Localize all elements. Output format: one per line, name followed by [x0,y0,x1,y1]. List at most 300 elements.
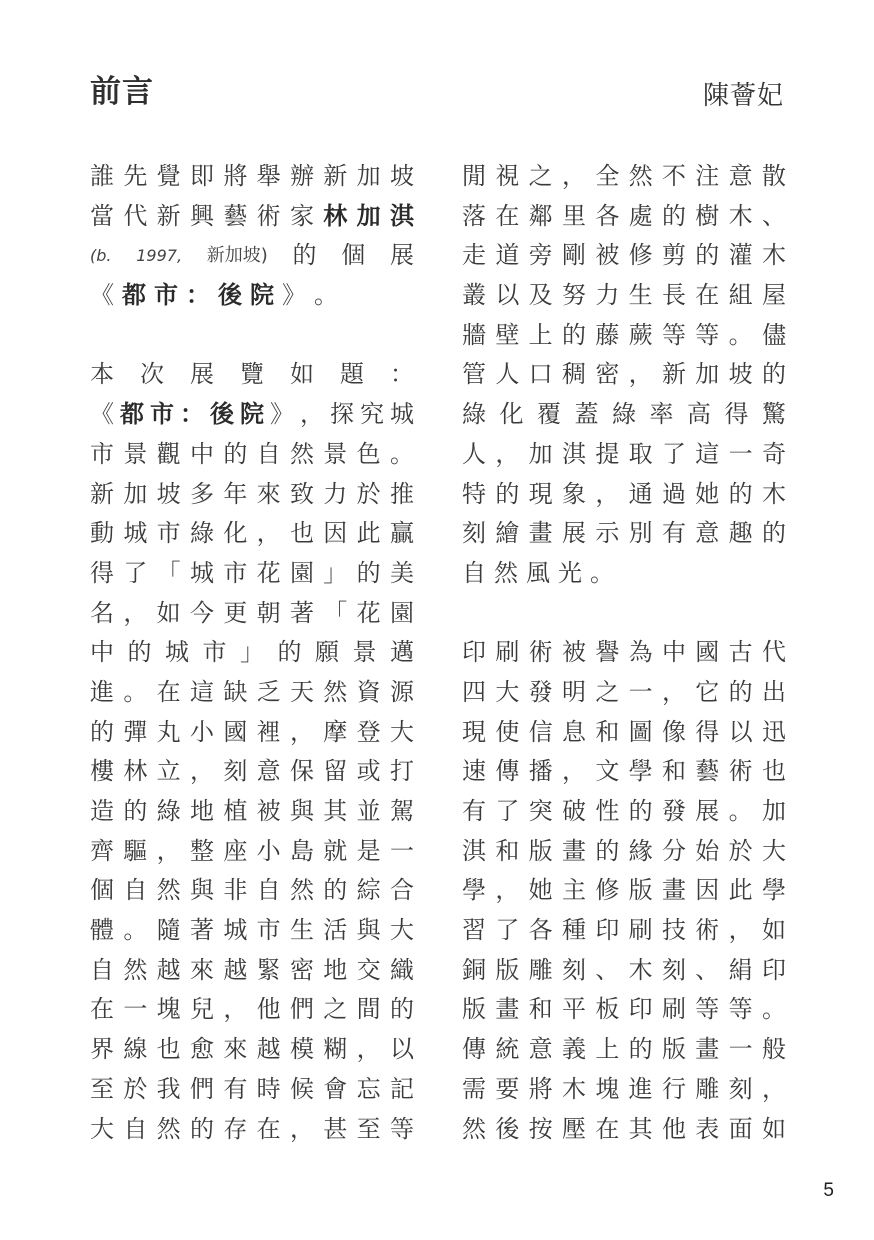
text-char: 花 [256,558,281,587]
text-char: 了 [661,439,686,468]
text-char: 展 [695,797,720,825]
text-line [462,355,786,395]
text-char: 不 [661,162,686,190]
text-char: 行 [661,1074,686,1103]
text-char: ， [356,1035,381,1064]
text-char: 使 [495,717,520,746]
text-char: 然 [156,876,181,905]
text-char: 。 [728,320,753,349]
text-char: 一 [728,1035,753,1064]
text-char: 。 [590,558,622,587]
text-char: 她 [528,876,553,905]
text-char: 和 [595,717,620,746]
text-char: 信 [528,717,553,746]
text-char: 然 [123,955,148,984]
text-char: 記 [389,1074,414,1103]
text-char: ， [189,757,214,786]
text-char: 的 [389,995,414,1024]
text-char: 天 [289,677,314,706]
text-char: 自 [123,876,148,905]
bold-text-char: 院 [240,400,264,429]
text-char: 存 [223,1114,248,1143]
text-line [90,792,414,832]
bold-text-char: ： [180,400,204,429]
text-line [90,355,414,395]
text-char: 候 [289,1074,314,1103]
text-line [462,673,786,713]
text-char: 視 [495,162,520,190]
left-text-column [90,157,414,1149]
text-char: 當 [90,201,114,230]
text-char: 然 [156,1114,181,1143]
text-char: 學 [761,876,786,905]
text-line [462,633,786,673]
text-char: 剛 [561,241,586,270]
text-line [462,832,786,872]
text-char: 被 [256,797,281,825]
text-char: 木 [561,1074,586,1103]
text-char: 」 [240,638,264,667]
text-char: 探 [330,400,354,429]
text-char: 現 [528,479,553,508]
text-line [462,395,786,435]
text-char: 、 [761,201,786,230]
text-char: 大 [389,916,414,945]
text-char: 市 [202,638,227,667]
text-char: 裡 [256,717,281,746]
text-char: 愈 [189,1035,214,1064]
text-char: 如 [290,360,314,389]
text-char: 誰 [90,162,114,190]
text-char: 在 [495,201,520,230]
text-char: 們 [289,995,314,1024]
text-char: 口 [528,360,553,389]
text-char: 注 [695,162,720,190]
text-char: 中 [661,638,686,667]
text-char: 的 [223,439,248,468]
text-char: 等 [695,320,720,349]
text-char: 綠 [462,400,486,429]
text-segment: 新加坡) [206,245,268,267]
text-char: 畫 [661,876,686,905]
text-char: 坡 [728,360,753,389]
text-char: 畫 [528,519,553,548]
text-char: 丸 [156,717,181,746]
text-char: 。 [761,995,786,1024]
text-line [462,475,786,515]
page-number: 5 [823,1180,834,1201]
text-char: 非 [223,876,248,905]
text-line [90,197,414,237]
text-line [90,951,414,991]
text-char: ， [156,836,181,865]
text-char: 新 [156,201,181,230]
text-char: 「 [323,598,348,627]
text-char: 破 [561,797,586,825]
text-char: 板 [595,995,620,1024]
text-char: 在 [695,281,720,310]
text-char: 島 [289,836,314,865]
text-char: 意 [528,1035,553,1064]
text-char: 壁 [495,320,520,349]
text-char: 意 [728,162,753,190]
text-char: 市 [223,558,248,587]
text-char: 里 [561,201,586,230]
text-char: 越 [256,1035,281,1064]
text-char: 將 [528,1074,553,1103]
text-line [462,157,786,197]
text-char: 的 [127,638,152,667]
text-char: 木 [761,479,786,508]
text-char: 舉 [256,162,281,190]
text-char: 明 [561,677,586,706]
text-char: 發 [528,677,553,706]
text-char: 學 [628,757,653,786]
text-char: 的 [561,320,586,349]
text-char: 》 [282,281,314,310]
text-char: 別 [628,519,653,548]
text-char: 努 [561,281,586,310]
text-char: 資 [356,677,381,706]
text-char: 淇 [561,439,586,468]
text-char: 坡 [156,479,181,508]
text-char: 至 [356,1114,381,1143]
text-char: 甚 [323,1114,348,1143]
text-line [462,197,786,237]
text-char: 打 [389,757,414,786]
text-char: 交 [356,955,381,984]
bold-text-char: 市 [150,400,174,429]
text-char: 散 [761,162,786,190]
text-char: 然 [289,439,314,468]
text-char: 木 [761,241,786,270]
text-line [90,475,414,515]
text-char: 的 [595,836,620,865]
text-char: 此 [728,876,753,905]
text-char: 壓 [561,1114,586,1143]
text-segment: (b. [90,246,112,266]
text-char: 自 [123,1114,148,1143]
text-line [90,1030,414,1070]
text-char: 齊 [90,836,114,865]
text-char: 絹 [728,955,753,984]
text-char: 修 [595,876,620,905]
text-char: 整 [189,836,214,865]
text-line [462,1070,786,1110]
text-char: 剪 [661,241,686,270]
text-char: 國 [695,638,720,667]
text-char: 緣 [628,836,653,865]
text-char: 樓 [90,757,114,786]
text-char: 人 [462,439,486,468]
text-char: 組 [728,281,753,310]
text-char: 地 [323,955,348,984]
text-char: 雕 [695,1074,720,1103]
text-char: 銅 [462,955,486,984]
text-char: 進 [90,677,114,706]
text-char: 的 [292,241,317,270]
text-char: 間 [356,995,381,1024]
text-char: 年 [223,479,248,508]
text-char: 、 [595,955,620,984]
text-char: 立 [156,757,181,786]
text-char: 一 [728,439,753,468]
text-char: 以 [495,281,520,310]
text-char: 雕 [528,955,553,984]
text-char: 市 [256,916,281,945]
text-char: 之 [528,162,553,190]
text-char: 文 [595,757,620,786]
text-char: 源 [389,677,414,706]
text-char: 加 [123,479,148,508]
text-char: 版 [462,995,486,1024]
text-char: 發 [661,797,686,825]
text-char: 了 [495,797,520,825]
text-char: 象 [561,479,586,508]
text-char: 刻 [223,757,248,786]
text-char: 界 [90,1035,114,1064]
text-char: ， [223,995,248,1024]
text-char: 大 [90,1114,114,1143]
text-char: ， [561,162,586,190]
text-char: 今 [189,598,214,627]
text-char: 然 [462,1114,486,1143]
text-char: 。 [728,797,753,825]
text-char: 。 [123,677,148,706]
bold-text-char: 林 [323,201,348,230]
text-char: 種 [561,916,586,945]
text-char: 後 [495,1114,520,1143]
text-segment: 1997, [136,246,183,266]
text-char: 的 [761,360,786,389]
text-char: 或 [356,757,381,786]
text-char: ， [661,677,686,706]
text-line [462,514,786,554]
text-char: ， [761,1074,786,1103]
text-char: 按 [528,1114,553,1143]
text-char: 以 [389,1035,414,1064]
text-char: 的 [628,1035,653,1064]
text-char: 在 [595,1114,620,1143]
text-char: 示 [595,519,620,548]
text-line [90,1070,414,1110]
text-char: 刷 [628,916,653,945]
text-char: 如 [761,916,786,945]
text-char: 模 [289,1035,314,1064]
right-text-column [462,157,786,1149]
text-char: 動 [90,519,114,548]
text-char: 版 [495,955,520,984]
text-char: 大 [495,677,520,706]
text-char: 代 [761,638,786,667]
text-char: 這 [189,677,214,706]
text-char: 越 [223,955,248,984]
text-char: 始 [695,836,720,865]
text-char: 以 [728,717,753,746]
text-char: 提 [595,439,620,468]
bold-text-char: 後 [218,281,250,310]
text-char: 次 [140,360,164,389]
text-char: 城 [390,400,414,429]
text-char: 鄰 [528,201,553,230]
text-char: 力 [323,479,348,508]
text-char: 藝 [695,757,720,786]
text-char: 率 [649,400,674,429]
text-char: 「 [156,558,181,587]
text-char: 興 [189,201,214,230]
text-char: 印 [462,638,486,667]
text-char: 畫 [561,836,586,865]
text-char: 來 [189,955,214,984]
text-char: 就 [323,836,348,865]
text-char: 是 [356,836,381,865]
text-char: 景 [123,439,148,468]
text-char: 《 [90,281,122,310]
text-char: 因 [695,876,720,905]
text-char: 屋 [761,281,786,310]
text-line [90,752,414,792]
text-line [462,276,786,316]
text-char: 將 [223,162,248,190]
text-char: 綠 [612,400,636,429]
text-char: 面 [728,1114,753,1143]
text-char: 等 [695,995,720,1024]
text-char: 和 [495,836,520,865]
text-char: 們 [189,1074,214,1103]
text-char: 意 [695,519,720,548]
text-char: 然 [323,677,348,706]
text-char: 加 [356,162,381,190]
text-char: 題 [340,360,364,389]
text-char: 刷 [495,638,520,667]
text-char: 現 [462,717,486,746]
text-char: 體 [90,916,114,945]
text-char: 自 [256,439,281,468]
text-char: 有 [462,797,486,825]
text-line [90,395,414,435]
text-char: ， [495,876,520,905]
text-char: 展 [190,360,214,389]
text-line [90,554,414,594]
text-char: 來 [256,479,281,508]
text-char: 修 [628,241,653,270]
bold-text-char: ： [186,281,218,310]
text-char: 風 [526,558,558,587]
text-char: 自 [90,955,114,984]
text-char: 地 [189,797,214,825]
text-char: 保 [289,757,314,786]
text-char: 合 [389,876,414,905]
text-char: 。 [389,439,414,468]
text-char: 需 [462,1074,486,1103]
text-char: 邁 [390,638,414,667]
text-char: 印 [761,955,786,984]
text-char: 缺 [223,677,248,706]
text-char: ， [728,916,753,945]
text-char: 得 [695,717,720,746]
text-char: 觀 [156,439,181,468]
text-char: 化 [499,400,524,429]
text-char: 為 [628,638,653,667]
text-char: 性 [595,797,620,825]
text-char: 因 [323,519,348,548]
text-char: 藤 [595,320,620,349]
text-char: 旁 [528,241,553,270]
text-char: 乏 [256,677,281,706]
text-char: 得 [90,558,114,587]
text-char: 等 [389,1114,414,1143]
text-char: 然 [628,162,653,190]
text-char: 等 [661,320,686,349]
text-char: 特 [462,479,486,508]
text-char: 古 [728,638,753,667]
text-char: 刻 [462,519,486,548]
text-char: 城 [123,519,148,548]
text-char: 然 [289,876,314,905]
text-char: 花 [356,598,381,627]
text-char: 活 [323,916,348,945]
text-char: 糊 [323,1035,348,1064]
text-char: 與 [289,797,314,825]
text-char: 綠 [156,797,181,825]
text-char: 版 [628,876,653,905]
text-char: 學 [462,876,486,905]
text-char: 多 [189,479,214,508]
text-char: 閒 [462,162,486,190]
text-line [462,316,786,356]
text-line [90,871,414,911]
text-char: 於 [356,479,381,508]
text-char: 化 [223,519,248,548]
text-char: 》 [270,400,294,429]
text-char: 它 [695,677,720,706]
text-char: 園 [289,558,314,587]
text-line [90,633,414,673]
text-char: 一 [123,995,148,1024]
text-char: 平 [561,995,586,1024]
text-char: 綜 [356,876,381,905]
text-char: 個 [90,876,114,905]
text-char: ， [595,479,620,508]
text-char: 與 [189,876,214,905]
text-char: 時 [256,1074,281,1103]
text-char: 刻 [728,1074,753,1103]
text-char: 登 [356,717,381,746]
text-char: 本 [90,360,114,389]
text-line [90,435,414,475]
text-char: 大 [389,717,414,746]
text-char: 有 [661,519,686,548]
text-char: 高 [687,400,711,429]
text-char: 的 [277,638,302,667]
text-line [90,673,414,713]
text-char: 塊 [156,995,181,1024]
text-char: 大 [761,836,786,865]
text-char: 先 [123,162,148,190]
text-line [462,871,786,911]
text-char: 然 [494,558,526,587]
text-char: 義 [561,1035,586,1064]
text-char: 意 [256,757,281,786]
text-char: 取 [628,439,653,468]
text-char: 刷 [661,995,686,1024]
text-char: 牆 [462,320,486,349]
text-char: 駕 [389,797,414,825]
text-char: 術 [256,201,281,230]
text-char: 小 [189,717,214,746]
text-char: 覆 [537,400,561,429]
text-char: 密 [289,955,314,984]
